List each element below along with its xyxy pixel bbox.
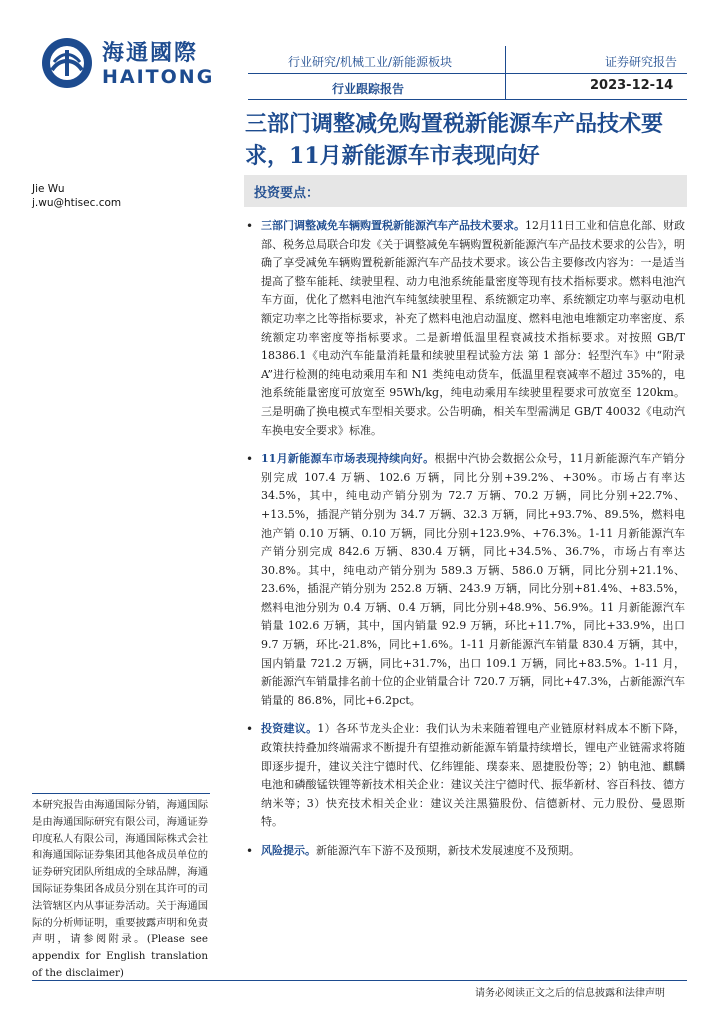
report-type: 行业跟踪报告 — [332, 82, 405, 96]
section-title: 投资要点： — [254, 186, 320, 201]
list-item — [245, 450, 685, 710]
list-item — [245, 720, 685, 832]
bullet-lead: 11月新能源车市场表现持续向好。 — [261, 452, 435, 466]
author-name: Jie Wu — [32, 183, 65, 195]
header-divider — [248, 73, 687, 74]
list-item — [245, 217, 685, 440]
bullet-lead: 投资建议。 — [261, 722, 318, 736]
bullet-body: 根据中汽协会数据公众号，11月新能源汽车产销分别完成 107.4 万辆、102.6 万辆，同比分别+39.2%、+30%。市场占有率达 34.5%，其中，纯电动产销分别为 72.7 万辆、70.2 万辆，同比分别+22.7%、+13.5%，插混产销分别为 34.7 万辆、32.3 万辆，同比+93.7%、89.5%，燃料电池产销 0.10 万辆、0.10 万辆，同比分别+123.9%、+76.3%。1-11 月新能源汽车产销分别完成 842.6 万辆、830.4 万辆，同比+34.5%、36.7%，市场占有率达 30.8%。其中，纯电动产销分别为 589.3 万辆、586.0 万辆，同比分别+21.1%、23.6%，插混产销分别为 252.8 万辆、243.9 万辆，同比分别+81.4%、+83.5%，燃料电池分别为 0.4 万辆、0.4 万辆，同比分别+48.9%、56.9%。11 月新能源汽车销量 102.6 万辆，其中，国内销量 92.9 万辆，环比+11.7%，同比+33.9%，出口 9.7 万辆，环比-21.8%，同比+1.6%。1-11 月新能源汽车销量 830.4 万辆，其中，国内销量 721.2 万辆，同比+31.7%，出口 109.1 万辆，同比+83.5%。1-11 月，新能源汽车销量排名前十位的企业销量合计 720.7 万辆，同比+47.3%，占新能源汽车销量的 86.8%，同比+6.2pct。 — [261, 452, 685, 707]
list-item — [245, 842, 685, 861]
author-email[interactable]: j.wu@htisec.com — [32, 197, 122, 209]
report-header — [0, 0, 724, 100]
bullet-icon: • — [246, 219, 254, 233]
distribution-disclaimer: 本研究报告由海通国际分销，海通国际是由海通国际研究有限公司，海通证券印度私人有限公司，海通国际株式会社和海通国际证券集团其他各成员单位的证券研究团队所组成的全球品牌，海通国际证券集团各成员分别在其许可的司法管辖区内从事证券活动。关于海通国际的分析师证明，重要披露声明和免责声明，请参阅附录。(Please see appendix for English translation of the disclaimer) — [32, 799, 208, 979]
logo-english-text: HAITONG — [102, 66, 215, 88]
header-vertical-divider — [505, 46, 506, 100]
investment-highlights-bar — [244, 175, 687, 207]
highlights-list — [245, 217, 685, 871]
logo-chinese-text: 海通國際 — [102, 41, 199, 66]
bullet-icon: • — [246, 452, 254, 467]
header-bottom-divider — [248, 99, 687, 100]
bullet-body: 新能源汽车下游不及预期，新技术发展速度不及预期。 — [316, 844, 580, 857]
author-block — [32, 182, 121, 210]
bullet-icon: • — [246, 844, 254, 858]
side-note-divider — [32, 793, 210, 794]
bullet-lead: 风险提示。 — [261, 844, 316, 857]
haitong-emblem-icon — [40, 36, 94, 90]
report-date: 2023-12-14 — [590, 78, 674, 93]
bullet-body: 1）各环节龙头企业：我们认为未来随着锂电产业链原材料成本不断下降，政策扶持叠加终端需求不断提升有望推动新能源车销量持续增长，锂电产业链需求将随即逐步提升，建议关注宁德时代、亿纬锂能、璞泰来、恩捷股份等；2）钠电池、麒麟电池和磷酸锰铁锂等新技术相关企业：建议关注宁德时代、振华新材、容百科技、德方纳米等；3）快充技术相关企业：建议关注黑猫股份、信德新材、元力股份、曼恩斯特。 — [261, 722, 686, 829]
report-title: 三部门调整减免购置税新能源车产品技术要求，11月新能源车市表现向好 — [245, 111, 664, 169]
report-category: 行业研究/机械工业/新能源板块 — [288, 55, 453, 69]
footer-divider — [32, 980, 687, 981]
broker-report-label: 证券研究报告 — [605, 55, 678, 69]
footer-disclaimer: 请务必阅读正文之后的信息披露和法律声明 — [475, 988, 665, 999]
bullet-body: 12月11日工业和信息化部、财政部、税务总局联合印发《关于调整减免车辆购置税新能源汽车产品技术要求的公告》，明确了享受减免车辆购置税新能源汽车产品技术要求。该公告主要修改内容为：一是适当提高了整车能耗、续驶里程、动力电池系统能量密度等现有技术指标要求。燃料电池汽车方面，优化了燃料电池汽车纯氢续驶里程、系统额定功率、系统额定功率与驱动电机额定功率之比等指标要求，补充了燃料电池启动温度、燃料电池电堆额定功率密度、系统额定功率密度等指标要求。二是新增低温里程衰减技术指标要求。对按照 GB/T 18386.1《电动汽车能量消耗量和续驶里程试验方法 第 1 部分：轻型汽车》中“附录 A”进行检测的纯电动乘用车和 N1 类纯电动货车，低温里程衰减率不超过 35%的，电池系统能量密度可放宽至 95Wh/kg，纯电动乘用车续驶里程要求可放宽至 120km。三是明确了换电模式车型相关要求。公告明确，相关车型需满足 GB/T 40032《电动汽车换电安全要求》标准。 — [261, 219, 685, 437]
bullet-icon: • — [246, 722, 254, 737]
bullet-lead: 三部门调整减免车辆购置税新能源汽车产品技术要求。 — [261, 219, 525, 232]
